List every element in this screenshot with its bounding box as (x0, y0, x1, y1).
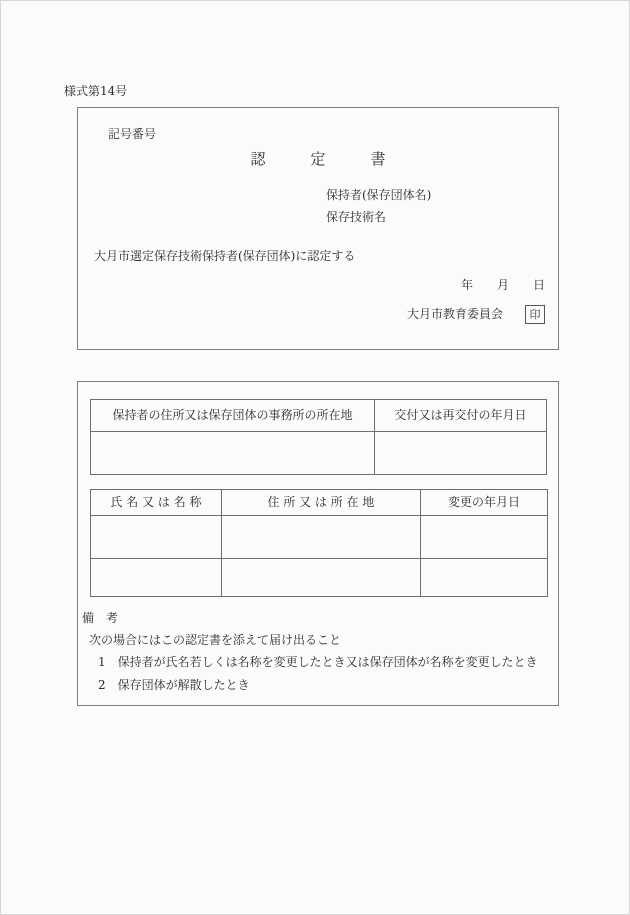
empty-cell (91, 516, 222, 559)
header-name: 氏 名 又 は 名 称 (91, 490, 222, 516)
date-line: 年 月 日 (460, 278, 545, 292)
remark-item-text: 保持者が氏名若しくは名称を変更したとき又は保存団体が名称を変更したとき (117, 655, 538, 669)
empty-cell (91, 559, 222, 597)
header-address: 住 所 又 は 所 在 地 (222, 490, 421, 516)
remark-item-text: 保存団体が解散したとき (117, 678, 250, 692)
table-header-row (91, 400, 547, 432)
remark-item-number: 2 (98, 678, 106, 692)
issuer-row (407, 305, 545, 324)
remark-item-number: 1 (98, 655, 106, 669)
remarks-intro: 次の場合にはこの認定書を添えて届け出ること (89, 633, 342, 647)
remark-item (98, 678, 250, 693)
form-number: 様式第14号 (64, 84, 128, 98)
empty-cell (222, 559, 421, 597)
certification-sentence: 大月市選定保存技術保持者(保存団体)に認定する (94, 249, 356, 263)
empty-cell (421, 516, 548, 559)
header-issue-date: 交付又は再交付の年月日 (375, 400, 547, 432)
record-box (77, 381, 559, 706)
symbol-number-label: 記号番号 (108, 127, 157, 141)
remark-item (98, 655, 538, 670)
preservation-technique-label: 保存技術名 (326, 210, 387, 224)
empty-cell (421, 559, 548, 597)
empty-cell (375, 432, 547, 475)
holder-name-label: 保持者(保存団体名) (326, 188, 432, 202)
certificate-title: 認 定 書 (250, 150, 386, 168)
address-issue-table (90, 399, 547, 475)
table-row (91, 432, 547, 475)
empty-cell (222, 516, 421, 559)
table-header-row (91, 490, 548, 516)
table-row (91, 559, 548, 597)
header-holder-address: 保持者の住所又は保存団体の事務所の所在地 (91, 400, 375, 432)
seal-mark: 印 (525, 305, 545, 324)
remarks-label: 備 考 (82, 611, 119, 625)
table-row (91, 516, 548, 559)
header-change-date: 変更の年月日 (421, 490, 548, 516)
issuer-name: 大月市教育委員会 (406, 307, 503, 321)
change-history-table (90, 489, 548, 597)
certificate-box (77, 107, 559, 350)
empty-cell (91, 432, 375, 475)
